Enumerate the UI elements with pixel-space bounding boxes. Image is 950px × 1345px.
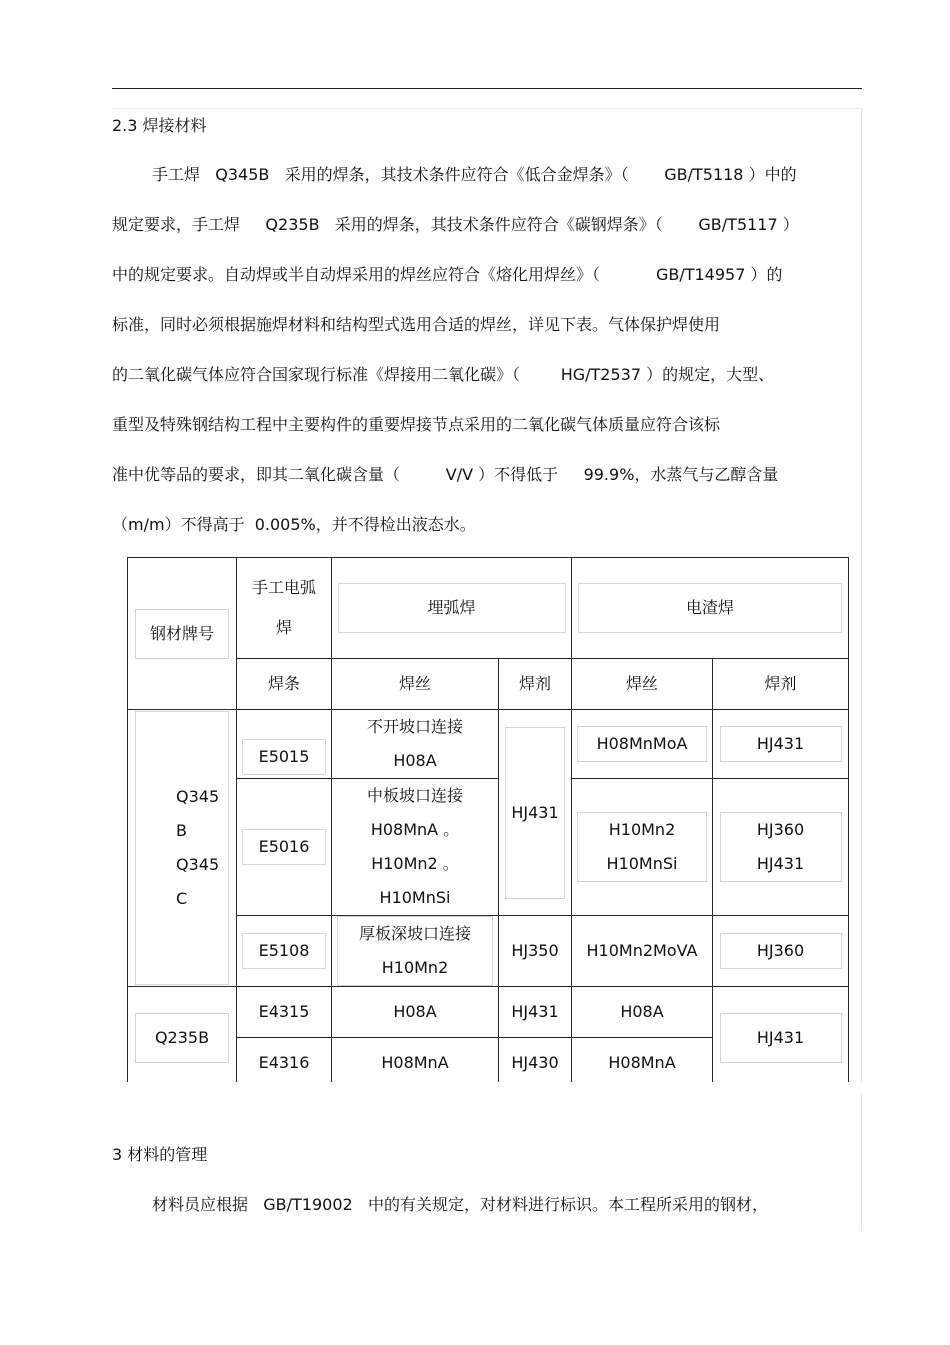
- es-wire-3: H10Mn2MoVA: [572, 916, 713, 987]
- steel-q235b: Q235B: [135, 1013, 229, 1063]
- welding-materials-table: [127, 557, 849, 1089]
- table-subheader-row: [128, 659, 849, 710]
- header-electroslag: 电渣焊: [578, 583, 842, 633]
- subheader-rod: 焊条: [237, 659, 332, 710]
- es-wire-1: H08MnMoA: [577, 726, 707, 762]
- table-row: [128, 779, 849, 916]
- steel-q345: Q345 B Q345 C: [176, 787, 220, 908]
- table-bottom-mask: [112, 1082, 872, 1094]
- sa-wire-4: H08A: [332, 987, 499, 1038]
- header-submerged-arc-cell: [332, 558, 572, 659]
- table-row: [128, 916, 849, 987]
- header-manual-arc: 手工电弧焊: [251, 578, 316, 637]
- steel-q235b-cell: [128, 987, 237, 1089]
- es-wire-5: H08MnA: [572, 1038, 713, 1089]
- frame-top-line: [112, 108, 861, 109]
- rod-e5015: E5015: [242, 739, 326, 775]
- es-flux-3-cell: [713, 916, 849, 987]
- sa-flux-4: HJ431: [499, 987, 572, 1038]
- sa-flux-5: HJ430: [499, 1038, 572, 1089]
- rod-e4316: E4316: [237, 1038, 332, 1089]
- sa-wire-3-cell: [332, 916, 499, 987]
- subheader-es-wire: 焊丝: [572, 659, 713, 710]
- rod-e5016-cell: [237, 779, 332, 916]
- rod-e5108-cell: [237, 916, 332, 987]
- subheader-sa-wire: 焊丝: [332, 659, 499, 710]
- paragraph-line-1: 手工焊 Q345B 采用的焊条，其技术条件应符合《低合金焊条》（ GB/T5118 ）中的: [152, 165, 797, 184]
- es-flux-45-cell: [713, 987, 849, 1089]
- es-flux-3: HJ360: [720, 933, 842, 969]
- paragraph-line-5: 的二氧化碳气体应符合国家现行标准《焊接用二氧化碳》（ HG/T2537 ）的规定，大型、: [112, 365, 775, 384]
- frame-right-line: [861, 108, 862, 1230]
- header-submerged-arc: 埋弧焊: [338, 583, 566, 633]
- rod-e5016: E5016: [242, 829, 326, 865]
- paragraph-line-2: 规定要求，手工焊 Q235B 采用的焊条，其技术条件应符合《碳钢焊条》（ GB/T5117 ）: [112, 215, 799, 234]
- table-row: [128, 710, 849, 779]
- section3-heading: 3 材料的管理: [112, 1145, 208, 1164]
- sa-wire-2: 中板坡口连接 H08MnA 。 H10Mn2 。 H10MnSi: [332, 779, 499, 916]
- es-flux-1-cell: [713, 710, 849, 779]
- es-flux-2-cell: [713, 779, 849, 916]
- header-steel-grade-cell: [128, 558, 237, 710]
- paragraph-line-7: 准中优等品的要求，即其二氧化碳含量（ V/V ）不得低于 99.9%，水蒸气与乙醇含量: [112, 465, 779, 484]
- paragraph-line-8: （m/m）不得高于 0.005%，并不得检出液态水。: [112, 515, 476, 534]
- header-rule: [112, 88, 862, 89]
- rod-e5015-cell: [237, 710, 332, 779]
- es-flux-2: HJ360 HJ431: [720, 812, 842, 882]
- paragraph-line-3: 中的规定要求。自动焊或半自动焊采用的焊丝应符合《熔化用焊丝》（ GB/T14957 ）的: [112, 265, 783, 284]
- es-wire-2: H10Mn2 H10MnSi: [577, 812, 707, 882]
- header-electroslag-cell: [572, 558, 849, 659]
- es-wire-4: H08A: [572, 987, 713, 1038]
- header-steel-grade: 钢材牌号: [135, 609, 229, 659]
- section-heading: 2.3 焊接材料: [112, 116, 207, 135]
- section3-line-1: 材料员应根据 GB/T19002 中的有关规定，对材料进行标识。本工程所采用的钢材，: [152, 1195, 768, 1214]
- table-header-row: [128, 558, 849, 659]
- sa-wire-5: H08MnA: [332, 1038, 499, 1089]
- sa-flux-12-cell: [499, 710, 572, 916]
- rod-e4315: E4315: [237, 987, 332, 1038]
- es-flux-1: HJ431: [720, 726, 842, 762]
- paragraph-line-6: 重型及特殊钢结构工程中主要构件的重要焊接节点采用的二氧化碳气体质量应符合该标: [112, 415, 721, 434]
- es-wire-2-cell: [572, 779, 713, 916]
- subheader-sa-flux: 焊剂: [499, 659, 572, 710]
- sa-flux-12: HJ431: [505, 727, 565, 899]
- es-wire-1-cell: [572, 710, 713, 779]
- steel-q345-cell: [128, 710, 237, 987]
- subheader-es-flux: 焊剂: [713, 659, 849, 710]
- es-flux-45: HJ431: [720, 1013, 842, 1063]
- paragraph-line-4: 标准，同时必须根据施焊材料和结构型式选用合适的焊丝，详见下表。气体保护焊使用: [112, 315, 721, 334]
- table-row: [128, 987, 849, 1038]
- sa-wire-3: 厚板深坡口连接 H10Mn2: [337, 916, 493, 986]
- sa-flux-3: HJ350: [499, 916, 572, 987]
- sa-wire-1: 不开坡口连接 H08A: [332, 710, 499, 779]
- rod-e5108: E5108: [242, 933, 326, 969]
- header-manual-arc-cell: [237, 558, 332, 659]
